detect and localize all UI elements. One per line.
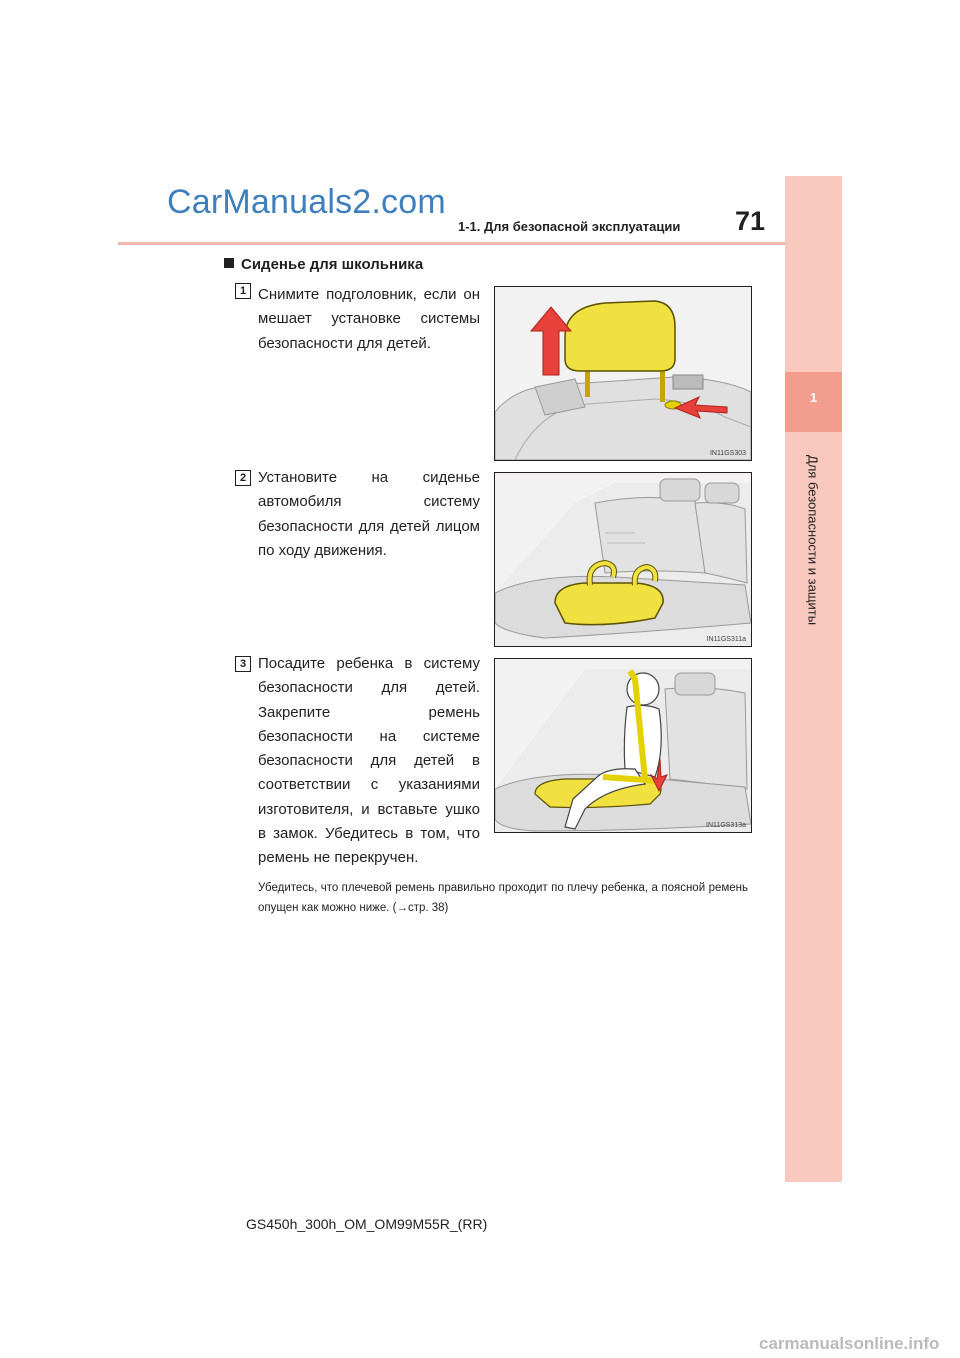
subheading-text: Сиденье для школьника bbox=[241, 256, 424, 273]
header-divider bbox=[118, 242, 785, 245]
step-badge-1: 1 bbox=[235, 283, 251, 299]
figure-buckle-child bbox=[494, 658, 752, 833]
watermark-bottom: carmanualsonline.info bbox=[759, 1334, 940, 1353]
step-text-2: Установите на сиденье автомобиля систему безопасности для детей лицом по ходу движения. bbox=[258, 469, 480, 559]
figure-code-1: IN11GS303 bbox=[709, 450, 746, 457]
chapter-title-text: Для безопасности и защиты bbox=[805, 454, 821, 626]
section-title: 1-1. Для безопасной эксплуатации bbox=[458, 219, 681, 234]
booster-seat-illustration bbox=[495, 473, 751, 646]
square-bullet-icon bbox=[224, 258, 234, 268]
side-band bbox=[785, 176, 842, 1182]
figure-code-3: IN11GS313a bbox=[706, 822, 746, 829]
safety-note: Убедитесь, что плечевой ремень правильно проходит по плечу ребенка, а поясной ремень опущен как можно ниже. (→стр. 38) bbox=[258, 882, 748, 914]
step-badge-3: 3 bbox=[235, 656, 251, 672]
watermark-logo: CarManuals2.com bbox=[167, 183, 446, 221]
headrest-illustration bbox=[495, 287, 751, 460]
step-text-3: Посадите ребенка в систему безопасности для детей. Закрепите ремень безопасности на системе безопасности для детей в соответствии с указаниями изготовителя, и вставьте ушко в замок. Убедитесь в том, что ремень не перекручен. bbox=[258, 655, 480, 867]
figure-install-booster bbox=[494, 472, 752, 647]
figure-code-2: IN11GS311a bbox=[706, 636, 746, 643]
step-text-1: Снимите подголовник, если он мешает установке системы безопасности для детей. bbox=[258, 286, 480, 352]
chapter-number: 1 bbox=[809, 390, 818, 405]
figure-remove-headrest bbox=[494, 286, 752, 461]
page-number: 71 bbox=[735, 206, 766, 236]
child-belt-illustration bbox=[495, 659, 751, 832]
step-badge-2: 2 bbox=[235, 470, 251, 486]
document-footer: GS450h_300h_OM_OM99M55R_(RR) bbox=[246, 1216, 488, 1232]
subheading bbox=[224, 256, 423, 273]
